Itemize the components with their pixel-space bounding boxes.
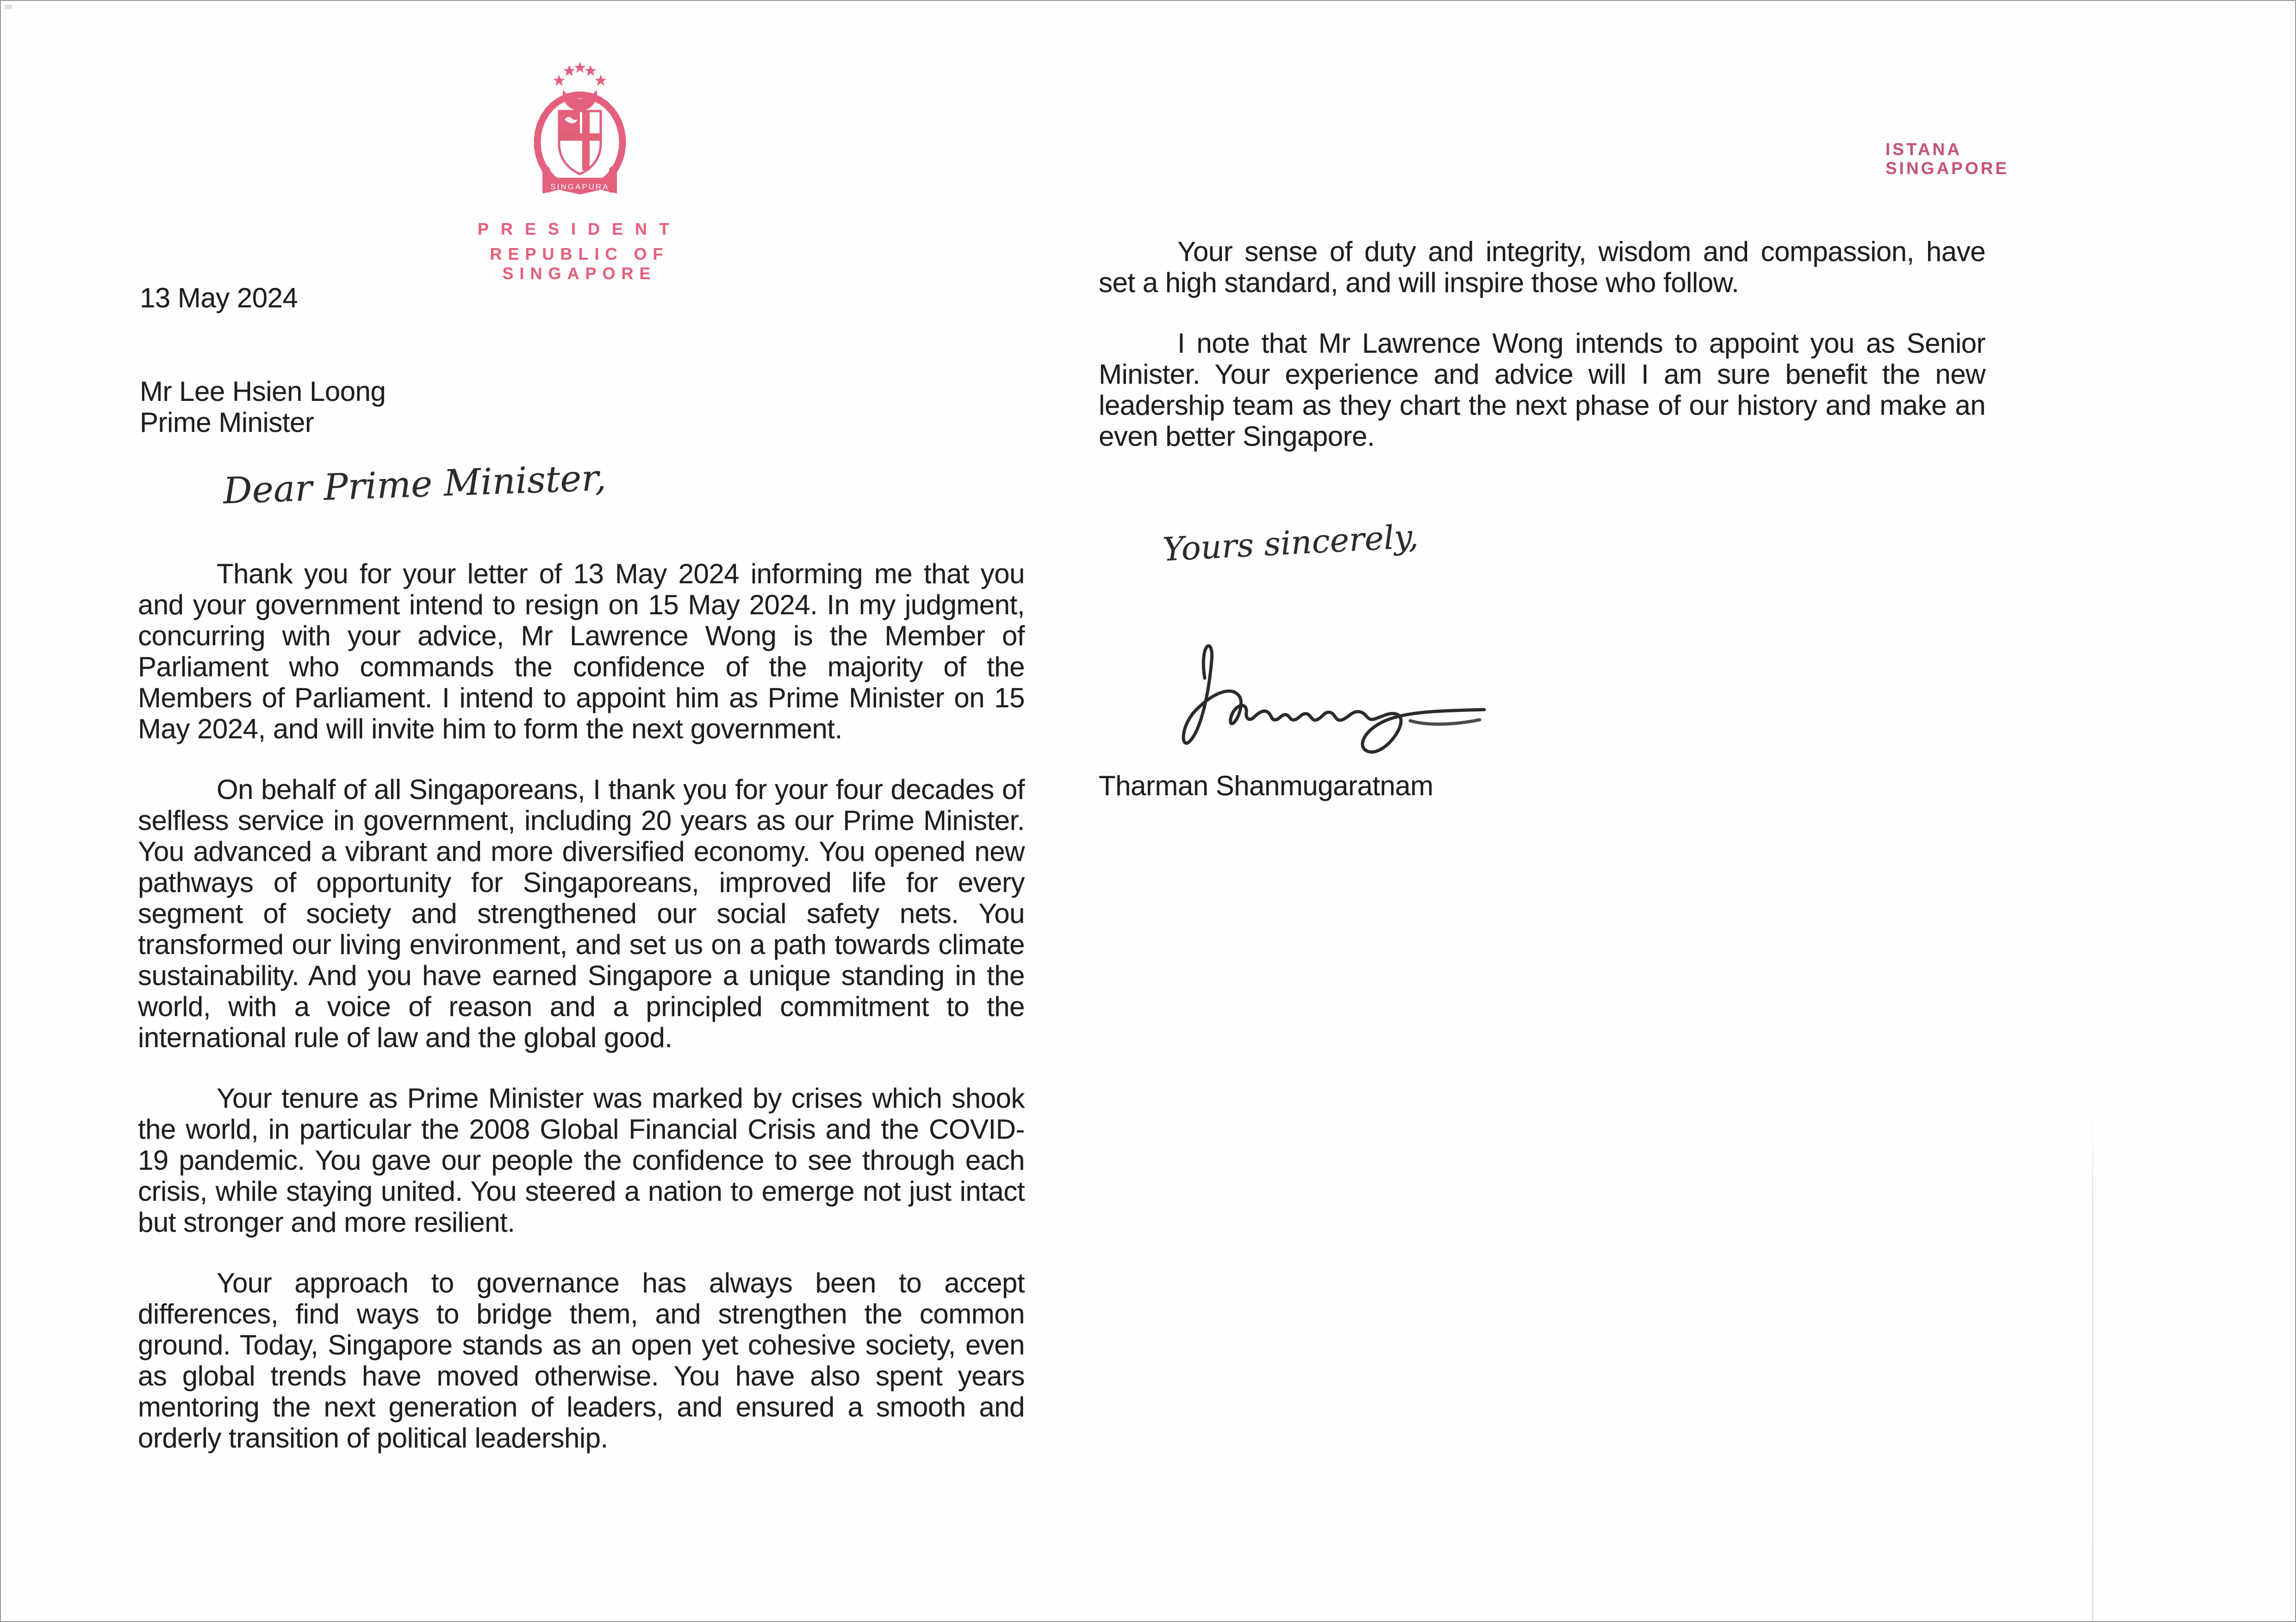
istana-line2: SINGAPORE bbox=[1885, 159, 2010, 178]
recipient-name: Mr Lee Hsien Loong bbox=[140, 376, 386, 407]
handwritten-closing: Yours sincerely, bbox=[1162, 517, 1419, 569]
crest-stars-icon bbox=[553, 62, 606, 86]
handwritten-salutation: Dear Prime Minister, bbox=[222, 457, 607, 512]
letterhead-subtitle: REPUBLIC OF SINGAPORE bbox=[490, 244, 669, 283]
scan-artifact-line bbox=[2092, 1112, 2093, 1622]
crest-banner-text: SINGAPURA bbox=[550, 182, 610, 191]
recipient-title: Prime Minister bbox=[140, 407, 314, 438]
paragraph: I note that Mr Lawrence Wong intends to appoint you as Senior Minister. Your experience and advice will I am sure benefit the new leadership team as they chart the next phase of our history and make an even better Singapore. bbox=[1099, 328, 1985, 452]
paragraph: Thank you for your letter of 13 May 2024 informing me that you and your government intend to resign on 15 May 2024. In my judgment, concurring with your advice, Mr Lawrence Wong is the Member of Parliament who commands the confidence of the majority of the Members of Parliament. I intend to appoint him as Prime Minister on 15 May 2024, and will invite him to form the next government. bbox=[138, 558, 1025, 744]
signature bbox=[1160, 624, 1493, 776]
recipient-block bbox=[140, 376, 386, 438]
paragraph: Your tenure as Prime Minister was marked by crises which shook the world, in particular the 2008 Global Financial Crisis and the COVID-19 pandemic. You gave our people the confidence to see through each crisis, while staying united. You steered a nation to emerge not just intact but stronger and more resilient. bbox=[138, 1083, 1025, 1238]
istana-mark bbox=[1885, 140, 2009, 178]
scan-speck bbox=[5, 5, 12, 9]
presidential-crest-icon bbox=[518, 56, 641, 209]
letterhead-title: PRESIDENT bbox=[477, 219, 682, 238]
paragraph: Your sense of duty and integrity, wisdom and compassion, have set a high standard, and will inspire those who follow. bbox=[1099, 236, 1985, 298]
paragraph: On behalf of all Singaporeans, I thank you for your four decades of selfless service in government, including 20 years as our Prime Minister. You advanced a vibrant and more diversified economy. You opened new pathways of opportunity for Singaporeans, improved life for every segment of society and strengthened our social safety nets. You transformed our living environment, and set us on a path towards climate sustainability. And you have earned Singapore a unique standing in the world, with a voice of reason and a principled commitment to the international rule of law and the global good. bbox=[138, 774, 1025, 1053]
paragraph: Your approach to governance has always been to accept differences, find ways to bridge them, and strengthen the common ground. Today, Singapore stands as an open yet cohesive society, even as global trends have moved otherwise. You have also spent years mentoring the next generation of leaders, and ensured a smooth and orderly transition of political leadership. bbox=[138, 1267, 1025, 1454]
signer-name: Tharman Shanmugaratnam bbox=[1099, 770, 1433, 801]
body-left-column bbox=[138, 558, 1025, 1454]
istana-line1: ISTANA bbox=[1885, 140, 1962, 159]
letter-date: 13 May 2024 bbox=[140, 282, 298, 313]
body-right-column bbox=[1099, 236, 1985, 452]
crest-shield-icon bbox=[559, 111, 601, 174]
